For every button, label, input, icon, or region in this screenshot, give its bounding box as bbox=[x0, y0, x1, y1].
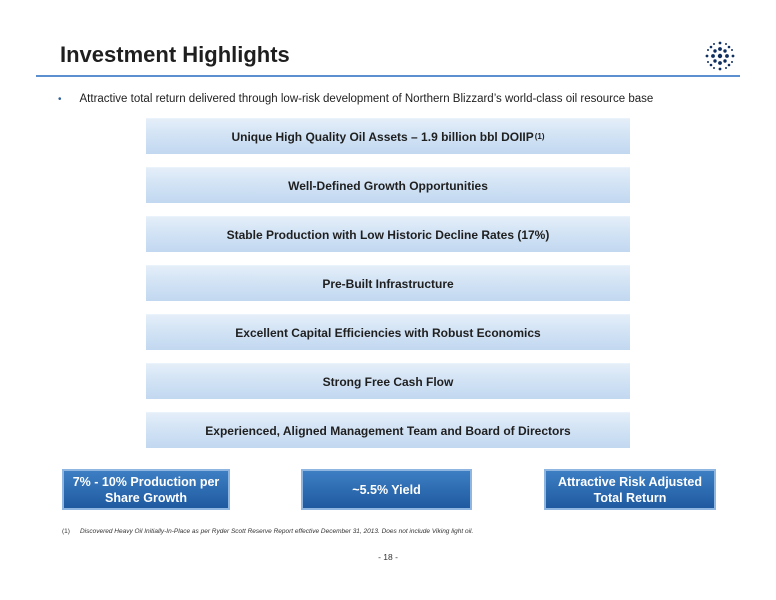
outcome-line: ~5.5% Yield bbox=[352, 482, 421, 497]
highlight-label: Stable Production with Low Historic Decline Rates (17%) bbox=[226, 227, 550, 242]
highlight-bar bbox=[146, 363, 630, 399]
outcome-line: 7% - 10% Production per bbox=[72, 474, 220, 489]
highlight-label: Strong Free Cash Flow bbox=[322, 374, 454, 389]
footnote-number: (1) bbox=[62, 528, 70, 535]
outcome-line: Attractive Risk Adjusted bbox=[557, 474, 703, 489]
bullet-marker: • bbox=[58, 94, 62, 105]
highlight-bar bbox=[146, 118, 630, 154]
outcome-line: Share Growth bbox=[105, 490, 187, 505]
outcome-line: Total Return bbox=[593, 490, 667, 505]
highlight-label: Experienced, Aligned Management Team and Board of Directors bbox=[205, 423, 571, 438]
highlight-bar bbox=[146, 314, 630, 350]
highlight-label: Excellent Capital Efficiencies with Robust Economics bbox=[235, 325, 541, 340]
highlight-label: Unique High Quality Oil Assets – 1.9 billion bbl DOIIP bbox=[231, 129, 534, 144]
footnote-marker: (1) bbox=[534, 132, 545, 141]
page-number: - 18 - bbox=[378, 552, 398, 562]
highlights-list bbox=[146, 118, 630, 461]
highlight-bar bbox=[146, 216, 630, 252]
highlight-bar bbox=[146, 265, 630, 301]
highlight-bar bbox=[146, 167, 630, 203]
outcome-box-total-return bbox=[544, 469, 716, 510]
intro-bullet bbox=[58, 93, 653, 107]
outcome-box-yield bbox=[301, 469, 472, 510]
title-rule bbox=[36, 75, 740, 77]
footnote bbox=[62, 528, 473, 535]
snowflake-logo-icon bbox=[702, 38, 738, 74]
page-title: Investment Highlights bbox=[60, 42, 290, 67]
outcome-box-production-growth bbox=[62, 469, 230, 510]
highlight-label: Pre-Built Infrastructure bbox=[322, 276, 454, 291]
highlight-label: Well-Defined Growth Opportunities bbox=[288, 178, 488, 193]
intro-bullet-text: Attractive total return delivered through low-risk development of Northern Blizzard’s world-class oil resource base bbox=[79, 93, 654, 105]
highlight-bar bbox=[146, 412, 630, 448]
footnote-text: Discovered Heavy Oil Initially-In-Place as per Ryder Scott Reserve Report effective December 31, 2013. Does not include Viking light oil. bbox=[79, 528, 474, 535]
